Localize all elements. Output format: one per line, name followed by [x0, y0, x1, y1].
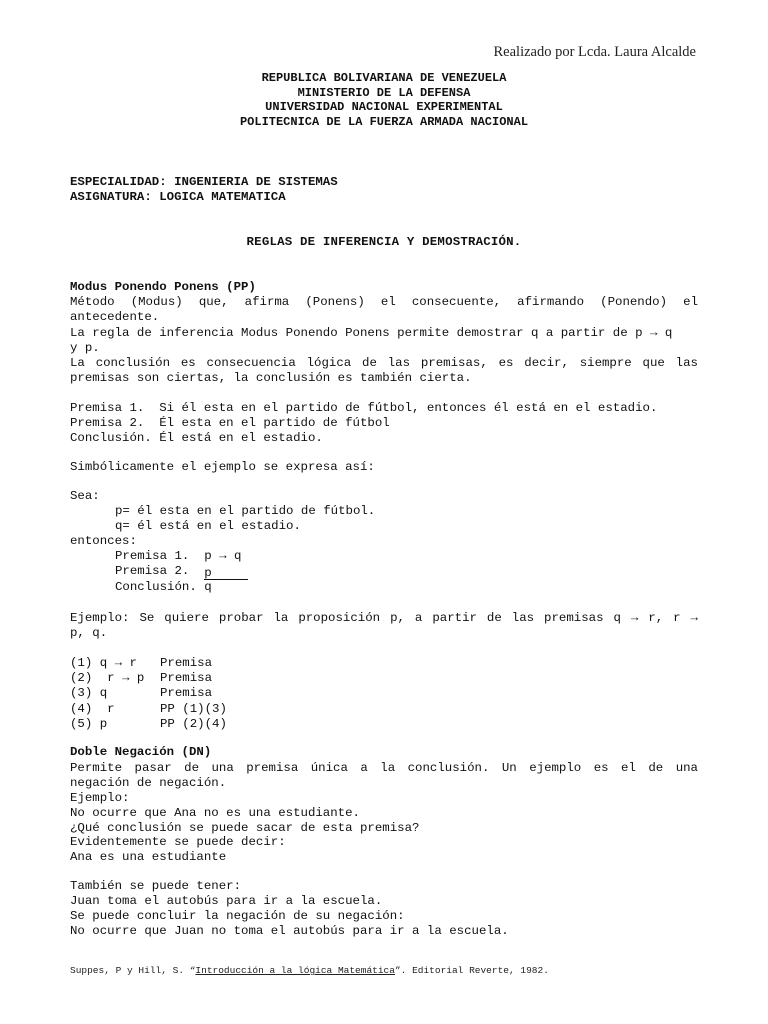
paragraph-line: La regla de inferencia Modus Ponendo Ponens permite demostrar q a partir de p → q	[70, 326, 673, 340]
symbolic-premise-2	[70, 564, 248, 580]
citation-suffix: ”. Editorial Reverte, 1982.	[394, 965, 549, 976]
paragraph-line: Permite pasar de una premisa única a la conclusión. Un ejemplo es el de una	[70, 761, 698, 775]
paragraph-line: antecedente.	[70, 310, 160, 324]
symbolic-conclusion	[70, 580, 212, 595]
proof-step-justification: Premisa	[160, 656, 213, 670]
paragraph-line: y p.	[70, 341, 100, 355]
paragraph-line: La conclusión es consecuencia lógica de las premisas, es decir, siempre que las	[70, 356, 698, 370]
proof-step-justification: PP (2)(4)	[160, 717, 227, 731]
asignatura-line: ASIGNATURA: LOGICA MATEMATICA	[70, 190, 286, 204]
proof-step-justification: Premisa	[160, 686, 213, 700]
proof-step	[70, 671, 212, 686]
q-definition: q= él está en el estadio.	[115, 519, 301, 533]
header-line: UNIVERSIDAD NACIONAL EXPERIMENTAL	[265, 100, 503, 115]
paragraph-line: No ocurre que Ana no es una estudiante.	[70, 806, 360, 820]
symbolic-premise-1: Premisa 1. p → q	[115, 549, 242, 563]
citation-prefix: Suppes, P y Hill, S. “	[70, 965, 196, 976]
premise-2-label: Premisa 2.	[115, 564, 205, 578]
entonces-label: entonces:	[70, 534, 137, 548]
paragraph-line: negación de negación.	[70, 776, 227, 790]
paragraph-line: ¿Qué conclusión se puede sacar de esta premisa?	[70, 821, 420, 835]
conclusion-label: Conclusión.	[115, 580, 205, 594]
author-credit: Realizado por Lcda. Laura Alcalde	[493, 44, 696, 60]
paragraph-line: También se puede tener:	[70, 879, 242, 893]
proof-step	[70, 702, 227, 717]
header-line: POLITECNICA DE LA FUERZA ARMADA NACIONAL	[239, 114, 529, 129]
example-premise-2: Premisa 2. Él esta en el partido de fútbol	[70, 416, 390, 430]
proof-step-formula: (5) p	[70, 717, 108, 731]
conclusion-value: q	[204, 580, 212, 594]
proof-step-formula: (2) r → p	[70, 671, 145, 685]
example-premise-1: Premisa 1. Si él esta en el partido de fútbol, entonces él está en el estadio.	[70, 401, 658, 415]
example-conclusion: Conclusión. Él está en el estadio.	[70, 431, 323, 445]
proof-step-justification: PP (1)(3)	[160, 702, 227, 716]
paragraph-line: Se puede concluir la negación de su negación:	[70, 909, 405, 923]
section-heading-pp: Modus Ponendo Ponens (PP)	[70, 280, 256, 294]
especialidad-line: ESPECIALIDAD: INGENIERIA DE SISTEMAS	[70, 175, 338, 189]
footnote-citation	[70, 965, 549, 976]
proof-step-formula: (4) r	[70, 702, 115, 716]
example-line: p, q.	[70, 626, 108, 640]
paragraph-line: Ejemplo:	[70, 791, 130, 805]
header-line: REPUBLICA BOLIVARIANA DE VENEZUELA	[261, 71, 507, 85]
institution-header	[0, 71, 768, 129]
symbolic-intro: Simbólicamente el ejemplo se expresa así:	[70, 460, 375, 474]
proof-step	[70, 717, 227, 732]
proof-step-formula: (1) q → r	[70, 656, 137, 670]
paragraph-line: Evidentemente se puede decir:	[70, 835, 286, 849]
example-line: Ejemplo: Se quiere probar la proposición p, a partir de las premisas q → r, r →	[70, 611, 698, 625]
paragraph-line: premisas son ciertas, la conclusión es también cierta.	[70, 371, 472, 385]
proof-step	[70, 686, 212, 701]
citation-title: Introducción a la lógica Matemática	[195, 965, 395, 976]
proof-step-formula: (3) q	[70, 686, 108, 700]
premise-2-value: p	[204, 566, 248, 580]
paragraph-line: Ana es una estudiante	[70, 850, 227, 864]
document-title: REGLAS DE INFERENCIA Y DEMOSTRACIÓN.	[246, 235, 522, 249]
paragraph-line: No ocurre que Juan no toma el autobús para ir a la escuela.	[70, 924, 509, 938]
p-definition: p= él esta en el partido de fútbol.	[115, 504, 376, 518]
paragraph-line: Juan toma el autobús para ir a la escuela.	[70, 894, 383, 908]
section-heading-dn: Doble Negación (DN)	[70, 745, 212, 759]
proof-step	[70, 656, 212, 671]
proof-step-justification: Premisa	[160, 671, 213, 685]
header-line: MINISTERIO DE LA DEFENSA	[297, 85, 471, 100]
sea-label: Sea:	[70, 489, 100, 503]
paragraph-line: Método (Modus) que, afirma (Ponens) el consecuente, afirmando (Ponendo) el	[70, 295, 698, 309]
